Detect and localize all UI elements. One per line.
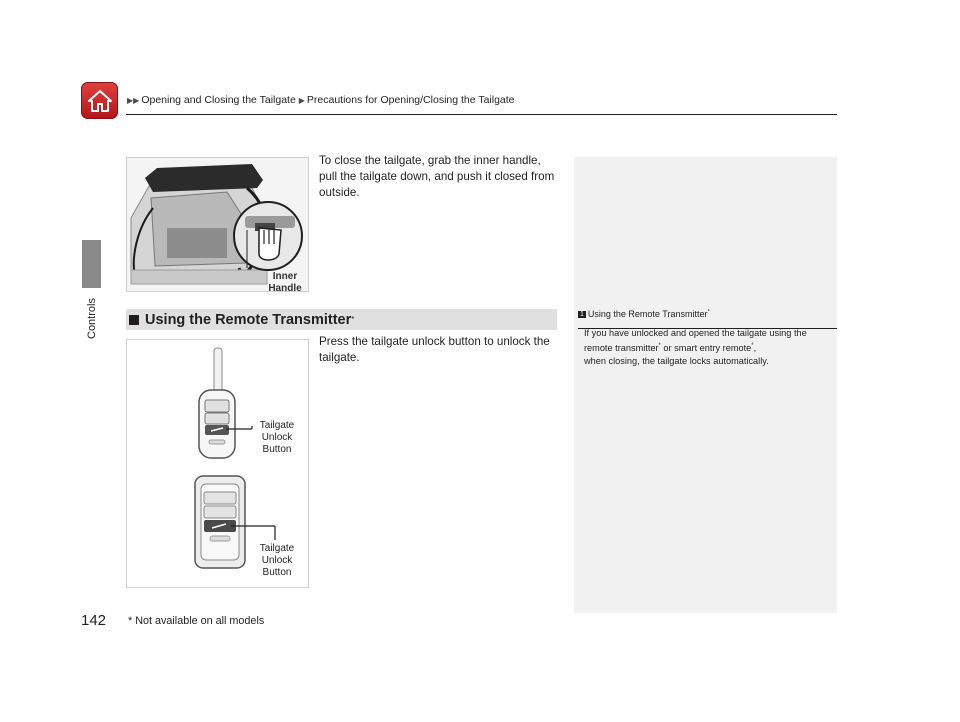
breadcrumb	[127, 94, 515, 106]
section-heading-remote-transmitter	[126, 309, 557, 330]
page-number: 142	[81, 612, 107, 629]
note-number-badge: 1	[580, 311, 584, 318]
tailgate-unlock-button-label-smart-remote: Tailgate Unlock Button	[259, 543, 295, 578]
remote-unlock-text: Press the tailgate unlock button to unlock the tailgate.	[319, 335, 550, 364]
note-text: ,	[753, 343, 757, 354]
note-mark: *	[658, 343, 661, 349]
close-tailgate-text: To close the tailgate, grab the inner handle, pull the tailgate down, and push it closed from outside.	[319, 154, 555, 199]
section-label: Controls	[86, 298, 98, 340]
tailgate-unlock-button-label-keyfob: Tailgate Unlock Button	[259, 420, 295, 455]
remote-transmitter-illustration	[126, 339, 309, 588]
breadcrumb-arrow-icon: ▶	[298, 96, 305, 105]
section-tab-marker	[82, 240, 101, 288]
note-panel	[574, 157, 837, 613]
note-mark: *	[751, 343, 754, 349]
note-title: Using the Remote Transmitter	[587, 309, 708, 319]
note-text: If you have unlocked and opened the tailgate using the remote transmitter	[584, 328, 807, 354]
note-text: or smart entry remote	[660, 343, 752, 354]
inner-handle-label: Inner Handle	[268, 271, 302, 292]
section-heading-mark: *	[351, 315, 355, 324]
note-body	[584, 327, 834, 368]
heading-square-icon	[129, 315, 139, 325]
home-button[interactable]	[81, 82, 118, 119]
section-heading-text: Using the Remote Transmitter	[145, 311, 352, 328]
footnote: * Not available on all models	[128, 615, 265, 627]
tailgate-inner-handle-illustration	[126, 157, 309, 292]
note-title-mark: *	[707, 309, 710, 315]
header-divider	[126, 114, 837, 115]
breadcrumb-item-opening-closing[interactable]: Opening and Closing the Tailgate	[141, 94, 296, 106]
breadcrumb-arrow-icon: ▶▶	[127, 96, 140, 105]
note-heading	[578, 309, 837, 329]
breadcrumb-item-precautions[interactable]: Precautions for Opening/Closing the Tailgate	[306, 94, 515, 106]
note-text: when closing, the tailgate locks automatically.	[584, 356, 769, 367]
home-icon	[87, 89, 113, 113]
